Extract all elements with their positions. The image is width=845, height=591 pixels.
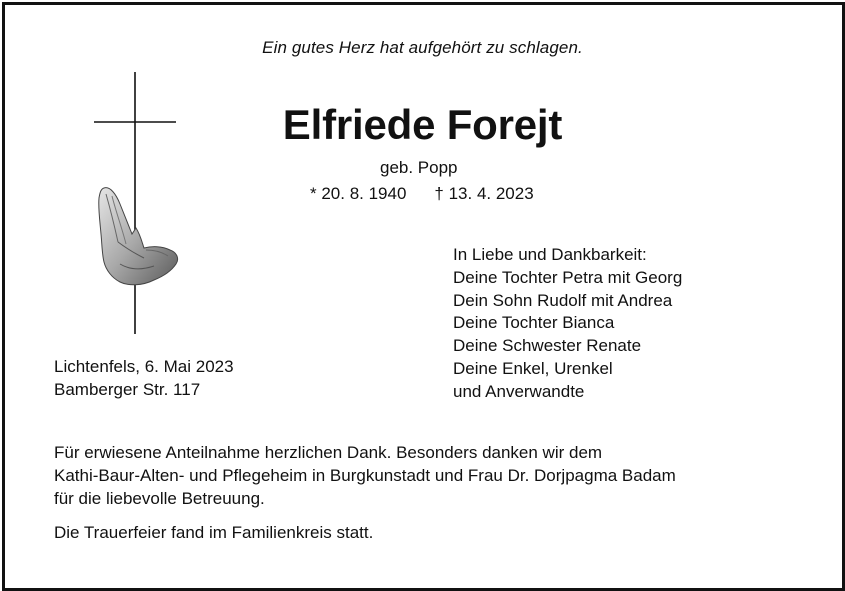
mourners-line: In Liebe und Dankbarkeit: bbox=[453, 245, 647, 264]
birth-date: * 20. 8. 1940 bbox=[310, 184, 407, 203]
life-dates bbox=[310, 184, 534, 204]
mourners-line: Dein Sohn Rudolf mit Andrea bbox=[453, 290, 673, 310]
mourners-line: Deine Tochter Petra mit Georg bbox=[453, 267, 683, 287]
praying-hands-icon bbox=[96, 184, 182, 288]
deceased-name: Elfriede Forejt bbox=[282, 101, 563, 148]
mourners-line: Deine Schwester Renate bbox=[453, 336, 642, 356]
mourners-line: und Anverwandte bbox=[453, 381, 585, 401]
death-date: † 13. 4. 2023 bbox=[434, 184, 534, 203]
mourners-list bbox=[453, 244, 682, 404]
mourners-line: Deine Tochter Bianca bbox=[453, 313, 615, 333]
place-and-address bbox=[54, 356, 234, 402]
place-date: Lichtenfels, 6. Mai 2023 bbox=[54, 357, 234, 376]
mourners-line: Deine Enkel, Urenkel bbox=[453, 358, 613, 378]
ceremony-note: Die Trauerfeier fand im Familienkreis statt. bbox=[54, 523, 374, 542]
street-address: Bamberger Str. 117 bbox=[54, 379, 201, 399]
thanks-line: für die liebevolle Betreuung. bbox=[54, 488, 265, 508]
thanks-line: Kathi-Baur-Alten- und Pflegeheim in Burgkunstadt und Frau Dr. Dorjpagma Badam bbox=[54, 465, 676, 485]
maiden-name: geb. Popp bbox=[380, 158, 458, 177]
thanks-line: Für erwiesene Anteilnahme herzlichen Dank. Besonders danken wir dem bbox=[54, 443, 603, 462]
thanks-paragraph bbox=[54, 442, 676, 510]
motto: Ein gutes Herz hat aufgehört zu schlagen. bbox=[262, 38, 583, 57]
